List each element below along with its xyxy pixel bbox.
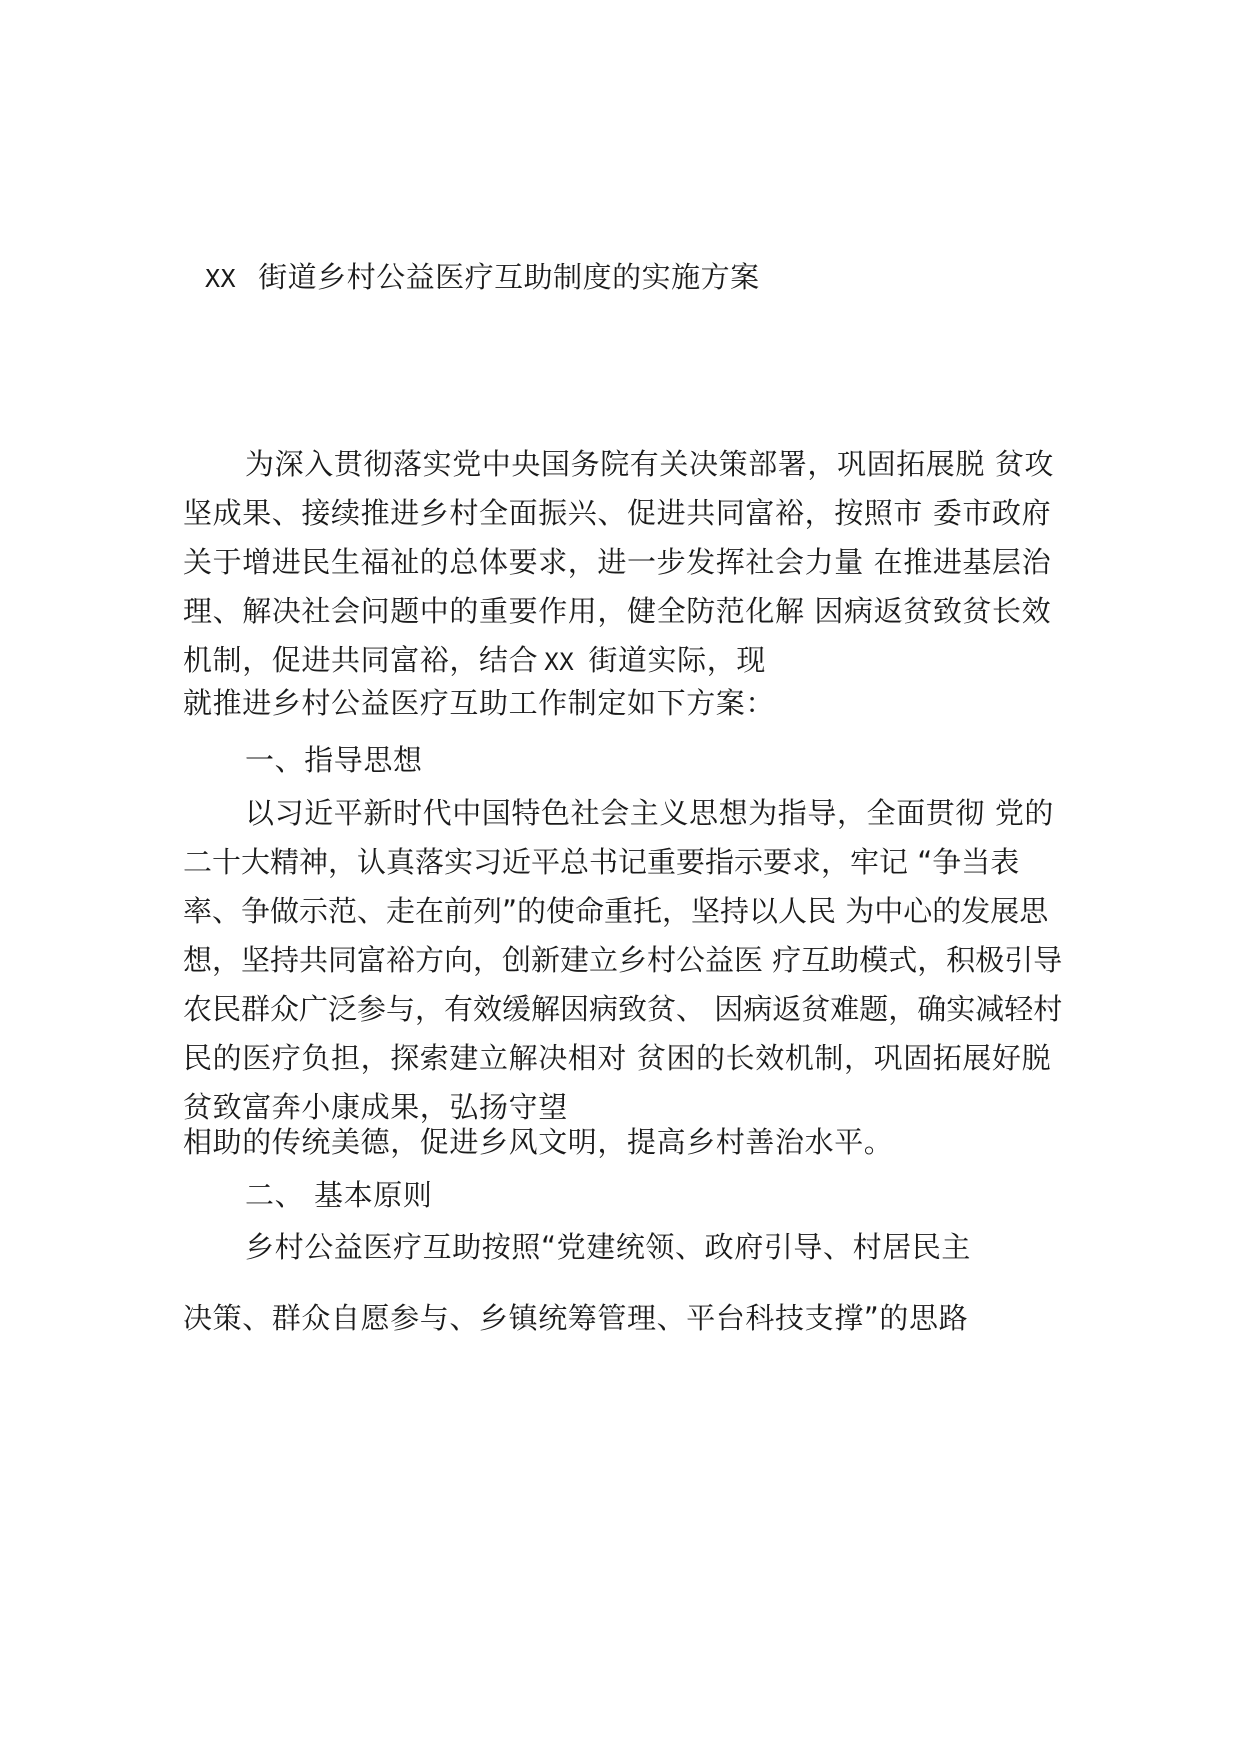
section-1-line: 农民群众广泛参与，有效缓解因病致贫、 因病返贫难题，确实减轻村 [183, 992, 1063, 1026]
section-2-continuation [183, 1294, 968, 1343]
section-1-line: 二十大精神，认真落实习近平总书记重要指示要求，牢记 “争当表 [183, 845, 1020, 879]
intro-tail-line: 就推进乡村公益医疗互助工作制定如下方案： [183, 686, 776, 720]
document-title [205, 255, 760, 301]
intro-last-line-b: 街道实际，现 [588, 643, 766, 677]
section-2-heading: 二、 基本原则 [245, 1178, 433, 1212]
intro-last-line-xx: XX [544, 648, 575, 676]
section-2-paragraph [183, 1223, 971, 1272]
intro-paragraph [183, 440, 1054, 685]
section-1-tail-line: 相助的传统美德，促进乡风文明，提高乡村善治水平。 [183, 1125, 894, 1159]
intro-tail [183, 679, 775, 728]
intro-line: 为深入贯彻落实党中央国务院有关决策部署，巩固拓展脱 贫攻 [245, 447, 1055, 481]
intro-line: 坚成果、接续推进乡村全面振兴、促进共同富裕，按照市 委市政府 [183, 496, 1052, 530]
section-1-paragraph [183, 789, 1062, 1132]
intro-line [183, 636, 1054, 685]
title-prefix: XX [205, 264, 237, 293]
title-main: 街道乡村公益医疗互助制度的实施方案 [258, 260, 760, 294]
section-2-line: 乡村公益医疗互助按照“党建统领、政府引导、村居民主 [245, 1230, 972, 1264]
section-1-line: 以习近平新时代中国特色社会主义思想为指导，全面贯彻 党的 [245, 796, 1055, 830]
intro-line: 理、解决社会问题中的重要作用，健全防范化解 因病返贫致贫长效 [183, 594, 1052, 628]
section-1-heading: 一、指导思想 [245, 743, 423, 777]
section-1-tail [183, 1118, 893, 1167]
section-1-line: 民的医疗负担，探索建立解决相对 贫困的长效机制，巩固拓展好脱 [183, 1041, 1052, 1075]
section-1-line: 率、争做示范、走在前列”的使命重托，坚持以人民 为中心的发展思 [183, 894, 1049, 928]
intro-line: 关于增进民生福祉的总体要求，进一步发挥社会力量 在推进基层治 [183, 545, 1052, 579]
section-2-line: 决策、群众自愿参与、乡镇统筹管理、平台科技支撑”的思路 [183, 1301, 969, 1335]
section-1-line: 想，坚持共同富裕方向，创新建立乡村公益医 疗互助模式，积极引导 [183, 943, 1063, 977]
section-1-line: 贫致富奔小康成果，弘扬守望 [183, 1090, 568, 1124]
intro-last-line-a: 机制，促进共同富裕，结合 [183, 643, 539, 677]
